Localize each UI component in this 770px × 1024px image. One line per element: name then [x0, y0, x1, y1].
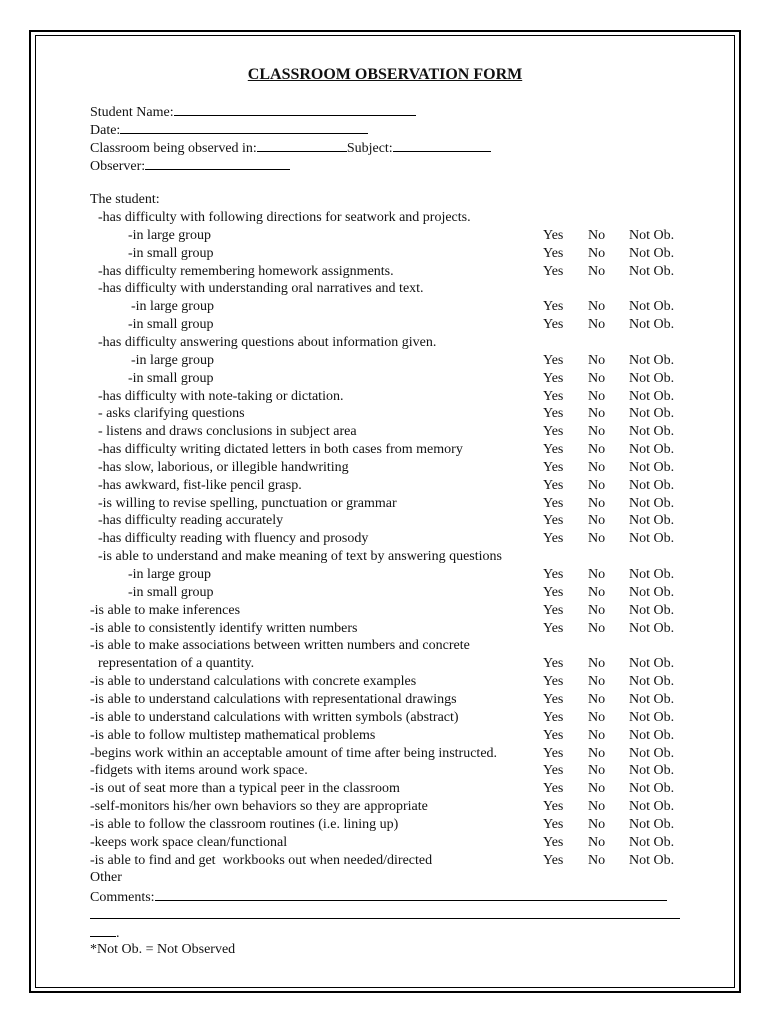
option-yes[interactable]: Yes [543, 852, 564, 868]
option-no[interactable]: No [588, 513, 606, 529]
option-not-observed[interactable]: Not Ob. [629, 674, 675, 690]
comments-field[interactable]: Comments: [90, 887, 667, 907]
observation-item [0, 263, 770, 281]
option-no[interactable]: No [588, 531, 606, 547]
option-yes[interactable]: Yes [543, 727, 564, 743]
option-not-observed[interactable]: Not Ob. [629, 709, 675, 725]
option-yes[interactable]: Yes [543, 388, 564, 404]
option-yes[interactable]: Yes [543, 745, 564, 761]
option-not-observed[interactable]: Not Ob. [629, 352, 675, 368]
item-label: -is able to understand calculations with concrete examples [90, 674, 417, 690]
observation-item [0, 727, 770, 745]
observation-item [0, 566, 770, 584]
option-no[interactable]: No [588, 745, 606, 761]
observer-field[interactable]: Observer: [90, 156, 290, 176]
item-label: -is able to make associations between written numbers and concrete [90, 638, 470, 654]
item-label: -fidgets with items around work space. [90, 763, 308, 779]
observation-item [0, 352, 770, 370]
student-name-field[interactable]: Student Name: [90, 102, 416, 122]
observation-item [0, 423, 770, 441]
option-yes[interactable]: Yes [543, 584, 564, 600]
observation-item [0, 834, 770, 852]
option-no[interactable]: No [588, 567, 606, 582]
item-label: representation of a quantity. [98, 656, 255, 672]
option-no[interactable]: No [588, 299, 606, 315]
item-label: -is out of seat more than a typical peer in the classroom [90, 781, 400, 797]
option-not-observed[interactable]: Not Ob. [629, 459, 675, 475]
option-yes[interactable]: Yes [543, 763, 564, 779]
option-not-observed[interactable]: Not Ob. [629, 227, 675, 243]
classroom-field[interactable]: Classroom being observed in: Subject: [90, 138, 491, 158]
option-yes[interactable]: Yes [543, 370, 564, 386]
option-no[interactable]: No [588, 424, 606, 440]
item-label: -in large group [128, 227, 211, 243]
option-yes[interactable]: Yes [543, 299, 564, 315]
option-not-observed[interactable]: Not Ob. [629, 406, 675, 422]
option-not-observed[interactable]: Not Ob. [629, 691, 675, 707]
observation-item [0, 316, 770, 334]
option-not-observed[interactable]: Not Ob. [629, 799, 675, 815]
option-no[interactable]: No [588, 370, 606, 386]
option-no[interactable]: No [588, 406, 606, 422]
comments-blank[interactable] [155, 887, 667, 901]
option-yes[interactable]: Yes [543, 674, 564, 690]
item-label: -is able to make inferences [90, 602, 241, 618]
other-label: Other [90, 870, 122, 885]
option-no[interactable]: No [588, 602, 606, 618]
observation-item [0, 762, 770, 780]
observation-item [0, 798, 770, 816]
option-yes[interactable]: Yes [543, 245, 564, 261]
observation-item [0, 530, 770, 548]
option-not-observed[interactable]: Not Ob. [629, 656, 675, 672]
option-no[interactable]: No [588, 227, 606, 243]
option-no[interactable]: No [588, 584, 606, 600]
observation-item [0, 245, 770, 263]
observation-item [0, 584, 770, 602]
option-not-observed[interactable]: Not Ob. [629, 317, 675, 333]
option-not-observed[interactable]: Not Ob. [629, 763, 675, 779]
observation-item [0, 477, 770, 495]
observation-item [0, 459, 770, 477]
item-label: -has slow, laborious, or illegible handwriting [98, 459, 349, 475]
observation-item [0, 370, 770, 388]
observer-blank[interactable] [145, 156, 290, 170]
option-no[interactable]: No [588, 263, 606, 279]
option-yes[interactable]: Yes [543, 620, 564, 636]
option-yes[interactable]: Yes [543, 459, 564, 475]
option-no[interactable]: No [588, 709, 606, 725]
item-label: -has difficulty with following directions for seatwork and projects. [98, 210, 471, 225]
option-not-observed[interactable]: Not Ob. [629, 620, 675, 636]
option-no[interactable]: No [588, 352, 606, 368]
option-no[interactable]: No [588, 459, 606, 475]
option-no[interactable]: No [588, 656, 606, 672]
item-label: -has difficulty with understanding oral narratives and text. [98, 281, 424, 297]
item-label: -in large group [131, 352, 214, 368]
option-not-observed[interactable]: Not Ob. [629, 727, 675, 743]
subject-blank[interactable] [393, 138, 491, 152]
option-no[interactable]: No [588, 781, 606, 797]
item-label: -has difficulty with note-taking or dictation. [98, 388, 344, 404]
option-yes[interactable]: Yes [543, 816, 564, 832]
option-no[interactable]: No [588, 816, 606, 832]
option-no[interactable]: No [588, 477, 606, 493]
option-not-observed[interactable]: Not Ob. [629, 299, 675, 315]
observation-item [0, 691, 770, 709]
option-yes[interactable]: Yes [543, 513, 564, 529]
option-yes[interactable]: Yes [543, 406, 564, 422]
student-name-blank[interactable] [174, 102, 416, 116]
observation-item [0, 209, 770, 227]
observation-item [0, 780, 770, 798]
option-not-observed[interactable]: Not Ob. [629, 816, 675, 832]
item-label: -keeps work space clean/functional [90, 834, 288, 850]
item-label: -has difficulty answering questions about information given. [98, 334, 437, 350]
observation-item [0, 709, 770, 727]
option-not-observed[interactable]: Not Ob. [629, 442, 675, 458]
observation-item [0, 602, 770, 620]
option-no[interactable]: No [588, 674, 606, 690]
observation-item [0, 637, 770, 655]
option-yes[interactable]: Yes [543, 602, 564, 618]
observation-item [0, 388, 770, 406]
option-yes[interactable]: Yes [543, 352, 564, 368]
item-label: -is able to find and get workbooks out when needed/directed [90, 852, 433, 868]
option-yes[interactable]: Yes [543, 799, 564, 815]
item-label: -is willing to revise spelling, punctuation or grammar [98, 495, 397, 511]
observation-item [0, 227, 770, 245]
option-yes[interactable]: Yes [543, 531, 564, 547]
option-not-observed[interactable]: Not Ob. [629, 424, 675, 440]
observation-item [0, 512, 770, 530]
option-not-observed[interactable]: Not Ob. [629, 834, 675, 850]
option-yes[interactable]: Yes [543, 317, 564, 333]
option-not-observed[interactable]: Not Ob. [629, 495, 675, 511]
option-yes[interactable]: Yes [543, 495, 564, 511]
classroom-blank[interactable] [257, 138, 347, 152]
item-label: -is able to follow multistep mathematical problems [90, 727, 376, 743]
comments-line-2[interactable] [90, 918, 680, 919]
item-label: -is able to consistently identify written numbers [90, 620, 358, 636]
observation-item [0, 280, 770, 298]
option-yes[interactable]: Yes [543, 567, 564, 582]
option-not-observed[interactable]: Not Ob. [629, 781, 675, 797]
option-no[interactable]: No [588, 388, 606, 404]
option-no[interactable]: No [588, 834, 606, 850]
item-label: -has awkward, fist-like pencil grasp. [98, 477, 302, 493]
option-no[interactable]: No [588, 763, 606, 779]
comments-end-blank[interactable] [90, 923, 116, 937]
option-not-observed[interactable]: Not Ob. [629, 388, 675, 404]
item-label: -in small group [128, 317, 214, 333]
option-not-observed[interactable]: Not Ob. [629, 263, 675, 279]
item-label: -in large group [128, 567, 211, 582]
observation-item [0, 548, 770, 566]
option-not-observed[interactable]: Not Ob. [629, 602, 675, 618]
option-yes[interactable]: Yes [543, 227, 564, 243]
option-not-observed[interactable]: Not Ob. [629, 531, 675, 547]
item-label: -has difficulty reading accurately [98, 513, 284, 529]
option-yes[interactable]: Yes [543, 424, 564, 440]
observation-item [0, 620, 770, 638]
item-label: -in small group [128, 370, 214, 386]
option-yes[interactable]: Yes [543, 656, 564, 672]
item-label: -is able to understand calculations with written symbols (abstract) [90, 709, 459, 725]
item-label: -in large group [131, 299, 214, 315]
item-label: -is able to understand and make meaning of text by answering questions [98, 549, 502, 565]
option-not-observed[interactable]: Not Ob. [629, 745, 675, 761]
option-not-observed[interactable]: Not Ob. [629, 584, 675, 600]
item-label: -in small group [128, 245, 214, 261]
comments-end[interactable]: . [90, 923, 120, 943]
footnote: *Not Ob. = Not Observed [90, 942, 236, 957]
item-label: -self-monitors his/her own behaviors so they are appropriate [90, 799, 428, 815]
option-no[interactable]: No [588, 245, 606, 261]
item-label: - listens and draws conclusions in subject area [98, 424, 357, 440]
option-yes[interactable]: Yes [543, 781, 564, 797]
option-not-observed[interactable]: Not Ob. [629, 370, 675, 386]
observation-item [0, 745, 770, 763]
option-yes[interactable]: Yes [543, 442, 564, 458]
item-label: -has difficulty remembering homework assignments. [98, 263, 394, 279]
observation-item [0, 655, 770, 673]
option-no[interactable]: No [588, 852, 606, 868]
item-label: -is able to follow the classroom routines (i.e. lining up) [90, 816, 399, 832]
option-no[interactable]: No [588, 317, 606, 333]
option-no[interactable]: No [588, 495, 606, 511]
option-no[interactable]: No [588, 442, 606, 458]
item-label: - asks clarifying questions [98, 406, 245, 422]
item-label: -is able to understand calculations with representational drawings [90, 691, 457, 707]
option-yes[interactable]: Yes [543, 709, 564, 725]
item-label: -begins work within an acceptable amount of time after being instructed. [90, 745, 498, 761]
option-not-observed[interactable]: Not Ob. [629, 477, 675, 493]
option-yes[interactable]: Yes [543, 263, 564, 279]
option-yes[interactable]: Yes [543, 477, 564, 493]
observation-item [0, 852, 770, 870]
option-no[interactable]: No [588, 620, 606, 636]
date-blank[interactable] [120, 120, 368, 134]
observation-item [0, 441, 770, 459]
section-label: The student: [90, 192, 160, 207]
observation-item [0, 405, 770, 423]
option-not-observed[interactable]: Not Ob. [629, 513, 675, 529]
option-no[interactable]: No [588, 727, 606, 743]
observation-item [0, 334, 770, 352]
item-label: -in small group [128, 584, 214, 600]
item-label: -has difficulty writing dictated letters in both cases from memory [98, 442, 463, 458]
observation-item [0, 298, 770, 316]
option-not-observed[interactable]: Not Ob. [629, 567, 675, 582]
option-not-observed[interactable]: Not Ob. [629, 852, 675, 868]
option-no[interactable]: No [588, 691, 606, 707]
form-title: CLASSROOM OBSERVATION FORM [247, 66, 523, 83]
observation-item [0, 816, 770, 834]
item-label: -has difficulty reading with fluency and prosody [98, 531, 369, 547]
option-no[interactable]: No [588, 799, 606, 815]
date-field[interactable]: Date: [90, 120, 368, 140]
option-yes[interactable]: Yes [543, 834, 564, 850]
option-not-observed[interactable]: Not Ob. [629, 245, 675, 261]
observation-item [0, 495, 770, 513]
option-yes[interactable]: Yes [543, 691, 564, 707]
observation-item [0, 673, 770, 691]
